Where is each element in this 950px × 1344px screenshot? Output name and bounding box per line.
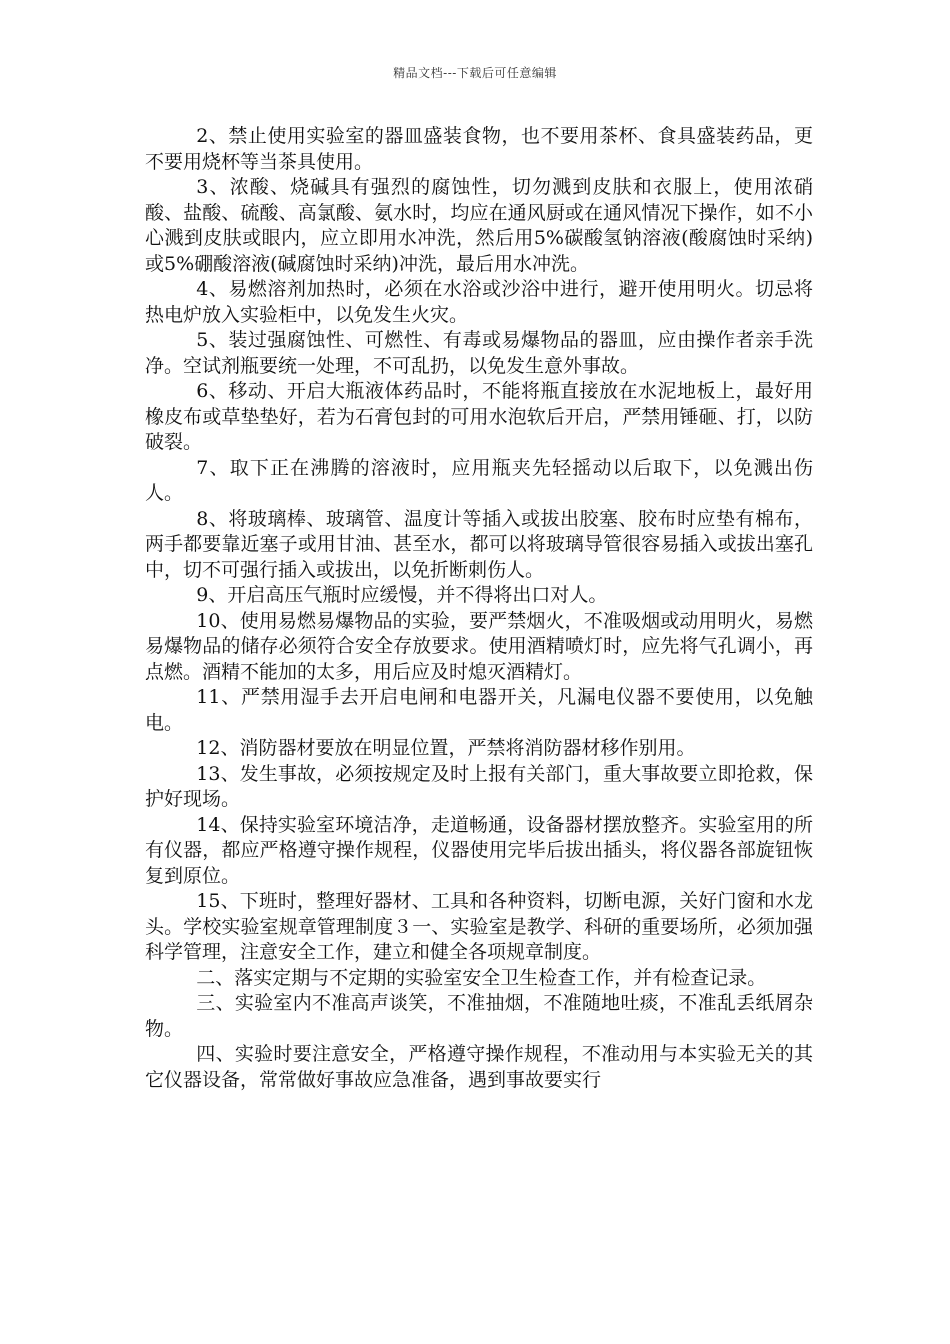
paragraph-item-15: 15、下班时，整理好器材、工具和各种资料，切断电源，关好门窗和水龙头。学校实验室规章管理制度３一、实验室是教学、科研的重要场所，必须加强科学管理，注意安全工作，建立和健全各项规章制度。 (145, 890, 813, 963)
paragraph-item-13: 13、发生事故，必须按规定及时上报有关部门，重大事故要立即抢救，保护好现场。 (145, 762, 813, 810)
paragraph-item-8: 8、将玻璃棒、玻璃管、温度计等插入或拔出胶塞、胶布时应垫有棉布，两手都要靠近塞子或用甘油、甚至水，都可以将玻璃导管很容易插入或拔出塞孔中，切不可强行插入或拔出，以免折断刺伤人。 (145, 507, 813, 581)
paragraph-rule-2: 二、落实定期与不定期的实验室安全卫生检查工作，并有检查记录。 (196, 966, 767, 989)
paragraph-item-5: 5、装过强腐蚀性、可燃性、有毒或易爆物品的器皿，应由操作者亲手洗净。空试剂瓶要统一处理，不可乱扔，以免发生意外事故。 (145, 329, 813, 377)
document-body (145, 124, 813, 1093)
paragraph-item-2: 2、禁止使用实验室的器皿盛装食物，也不要用茶杯、食具盛装药品，更不要用烧杯等当茶具使用。 (145, 125, 813, 173)
paragraph-item-7: 7、取下正在沸腾的溶液时，应用瓶夹先轻摇动以后取下，以免溅出伤人。 (145, 456, 813, 504)
paragraph-item-4: 4、易燃溶剂加热时，必须在水浴或沙浴中进行，避开使用明火。切忌将热电炉放入实验柜中，以免发生火灾。 (145, 278, 813, 326)
paragraph-item-6: 6、移动、开启大瓶液体药品时，不能将瓶直接放在水泥地板上，最好用橡皮布或草垫垫好，若为石膏包封的可用水泡软后开启，严禁用锤砸、打，以防破裂。 (145, 380, 813, 453)
page-header: 精品文档---下载后可任意编辑 (393, 66, 557, 80)
paragraph-item-11: 11、严禁用湿手去开启电闸和电器开关，凡漏电仪器不要使用，以免触电。 (145, 686, 813, 734)
paragraph-rule-4: 四、实验时要注意安全，严格遵守操作规程，不准动用与本实验无关的其它仪器设备，常常做好事故应急准备，遇到事故要实行 (145, 1043, 813, 1091)
paragraph-item-10: 10、使用易燃易爆物品的实验，要严禁烟火，不准吸烟或动用明火，易燃易爆物品的储存必须符合安全存放要求。使用酒精喷灯时，应先将气孔调小，再点燃。酒精不能加的太多，用后应及时熄灭酒精灯。 (145, 609, 813, 683)
paragraph-item-3: 3、浓酸、烧碱具有强烈的腐蚀性，切勿溅到皮肤和衣服上，使用浓硝酸、盐酸、硫酸、高氯酸、氨水时，均应在通风厨或在通风情况下操作，如不小心溅到皮肤或眼内，应立即用水冲洗，然后用5%碳酸氢钠溶液(酸腐蚀时采纳)或5%硼酸溶液(碱腐蚀时采纳)冲洗，最后用水冲洗。 (145, 176, 813, 275)
paragraph-item-9: 9、开启高压气瓶时应缓慢，并不得将出口对人。 (196, 584, 608, 606)
paragraph-item-12: 12、消防器材要放在明显位置，严禁将消防器材移作别用。 (196, 737, 696, 759)
paragraph-item-14: 14、保持实验室环境洁净，走道畅通，设备器材摆放整齐。实验室用的所有仪器，都应严格遵守操作规程，仪器使用完毕后拔出插头，将仪器各部旋钮恢复到原位。 (145, 813, 813, 887)
paragraph-rule-3: 三、实验室内不准高声谈笑，不准抽烟，不准随地吐痰，不准乱丢纸屑杂物。 (145, 992, 813, 1040)
